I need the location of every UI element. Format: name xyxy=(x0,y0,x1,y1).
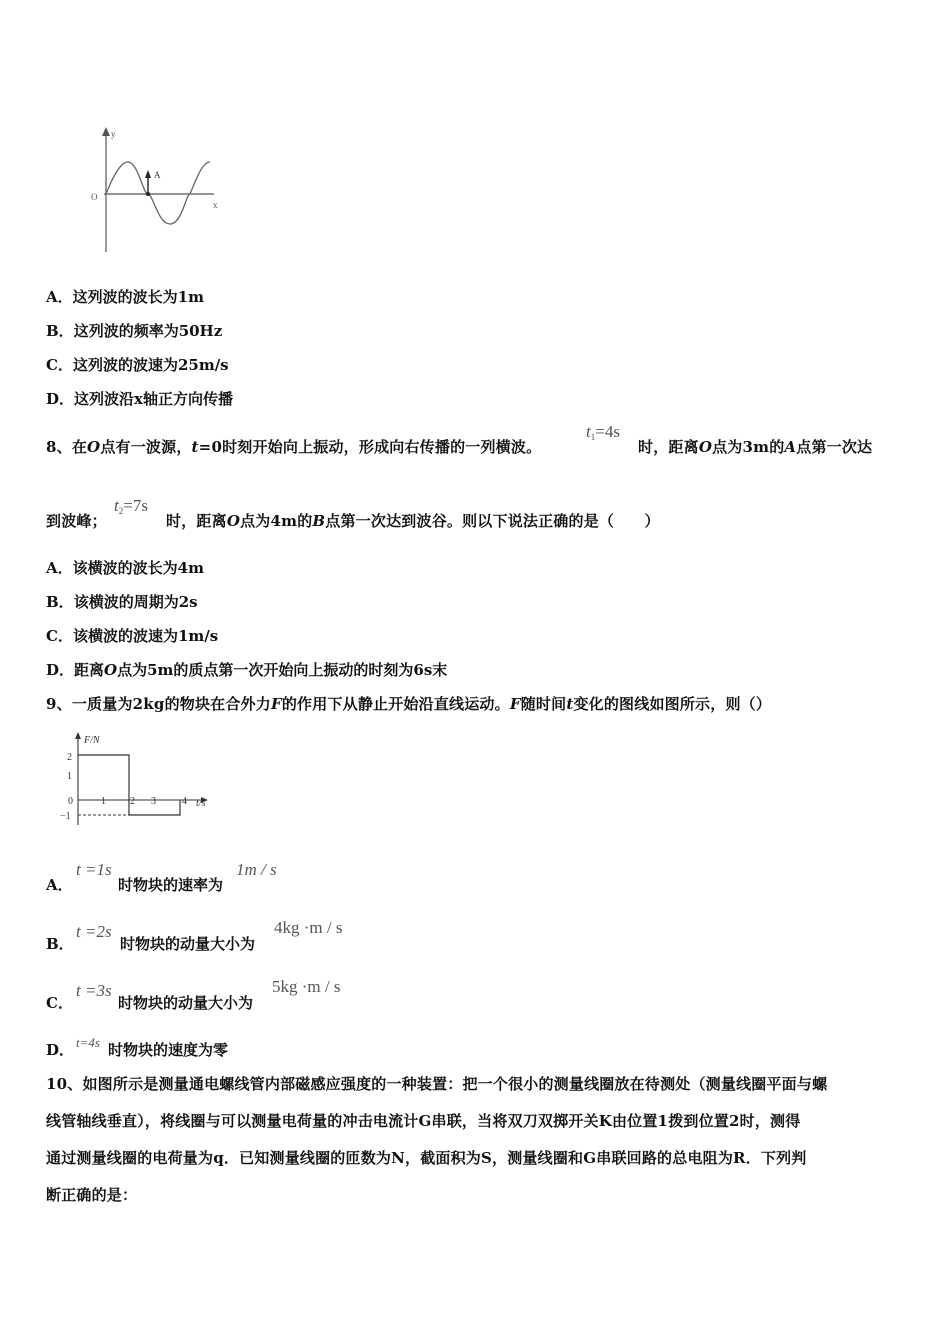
q10-line-1: 10、如图所示是测量通电螺线管内部磁感应强度的一种装置：把一个很小的测量线圈放在待测处（测量线圈平面与螺 xyxy=(46,1075,828,1093)
q9-option-a-cond: t =1s xyxy=(76,860,112,879)
q10-line-2: 线管轴线垂直），将线圈与可以测量电荷量的冲击电流计G串联，当将双刀双掷开关K由位置1拨到位置2时，测得 xyxy=(46,1112,801,1130)
q8-stem-line2-start: 到波峰； xyxy=(46,512,107,530)
graph-y-label: F/N xyxy=(84,735,100,746)
graph-y-tick-0: 0 xyxy=(68,796,73,807)
q8-option-d: D．距离O点为5m的质点第一次开始向上振动的时刻为6s末 xyxy=(46,661,448,679)
wave-x-label: x xyxy=(213,200,218,210)
q9-option-d-cond: t=4s xyxy=(76,1035,100,1050)
q9-option-c-text: 时物块的动量大小为 xyxy=(118,994,254,1012)
q9-stem: 9、一质量为2kg的物块在合外力F的作用下从静止开始沿直线运动。F随时间t变化的图线如图所示，则（） xyxy=(46,695,772,713)
q8-stem-line2: 时，距离O点为4m的B点第一次达到波谷。则以下说法正确的是（ ） xyxy=(166,512,660,530)
q9-option-d-letter: D． xyxy=(46,1041,75,1059)
q8-stem-line1: 8、在O点有一波源，t=0时刻开始向上振动，形成向右传播的一列横波。 xyxy=(46,438,542,456)
q8-option-b: B．该横波的周期为2s xyxy=(46,593,198,611)
q8-t1-expression: $t_1=4s$ xyxy=(586,422,620,442)
graph-x-tick-2: 2 xyxy=(130,796,135,807)
q9-option-c-letter: C． xyxy=(46,994,73,1012)
q8-stem-line1-end: 时，距离O点为3m的A点第一次达 xyxy=(638,438,873,456)
q10-line-4: 断正确的是： xyxy=(46,1186,138,1204)
force-time-graph xyxy=(56,730,216,830)
q8-option-a: A．该横波的波长为4m xyxy=(46,559,204,577)
graph-y-tick-1: 1 xyxy=(67,771,72,782)
wave-figure xyxy=(86,124,231,259)
graph-y-tick-neg1: −1 xyxy=(60,811,71,822)
wave-y-label: y xyxy=(111,129,116,139)
q9-option-c-value: 5kg ·m / s xyxy=(272,977,341,996)
q7-option-b: B．这列波的频率为50Hz xyxy=(46,322,223,340)
q7-option-a: A．这列波的波长为1m xyxy=(46,288,204,306)
wave-y-arrow xyxy=(102,127,110,136)
q7-option-c: C．这列波的波速为25m/s xyxy=(46,356,229,374)
q9-option-b-value: 4kg ·m / s xyxy=(274,918,343,937)
q9-option-b-text: 时物块的动量大小为 xyxy=(120,935,256,953)
graph-x-label: t/s xyxy=(196,798,206,809)
graph-x-tick-4: 4 xyxy=(182,796,187,807)
graph-x-tick-1: 1 xyxy=(101,796,106,807)
graph-y-tick-2: 2 xyxy=(67,752,72,763)
wave-point-label: A xyxy=(154,170,161,180)
q9-option-a-text: 时物块的速率为 xyxy=(118,876,224,894)
q9-option-a-letter: A． xyxy=(46,876,73,894)
q8-option-c: C．该横波的波速为1m/s xyxy=(46,627,219,645)
q9-option-a-value: 1m / s xyxy=(236,860,277,879)
q9-option-d-text: 时物块的速度为零 xyxy=(108,1041,229,1059)
wave-point-a xyxy=(146,192,150,196)
q9-option-c-cond: t =3s xyxy=(76,981,112,1000)
q8-t2-expression: $t_2=7s$ xyxy=(114,496,148,516)
q9-option-b-letter: B． xyxy=(46,935,74,953)
q9-option-b-cond: t =2s xyxy=(76,922,112,941)
q7-option-d: D．这列波沿x轴正方向传播 xyxy=(46,390,233,408)
q10-line-3: 通过测量线圈的电荷量为q．已知测量线圈的匝数为N，截面积为S，测量线圈和G串联回路的总电阻为R．下列判 xyxy=(46,1149,807,1167)
graph-x-tick-3: 3 xyxy=(151,796,156,807)
wave-origin-label: O xyxy=(91,192,98,202)
